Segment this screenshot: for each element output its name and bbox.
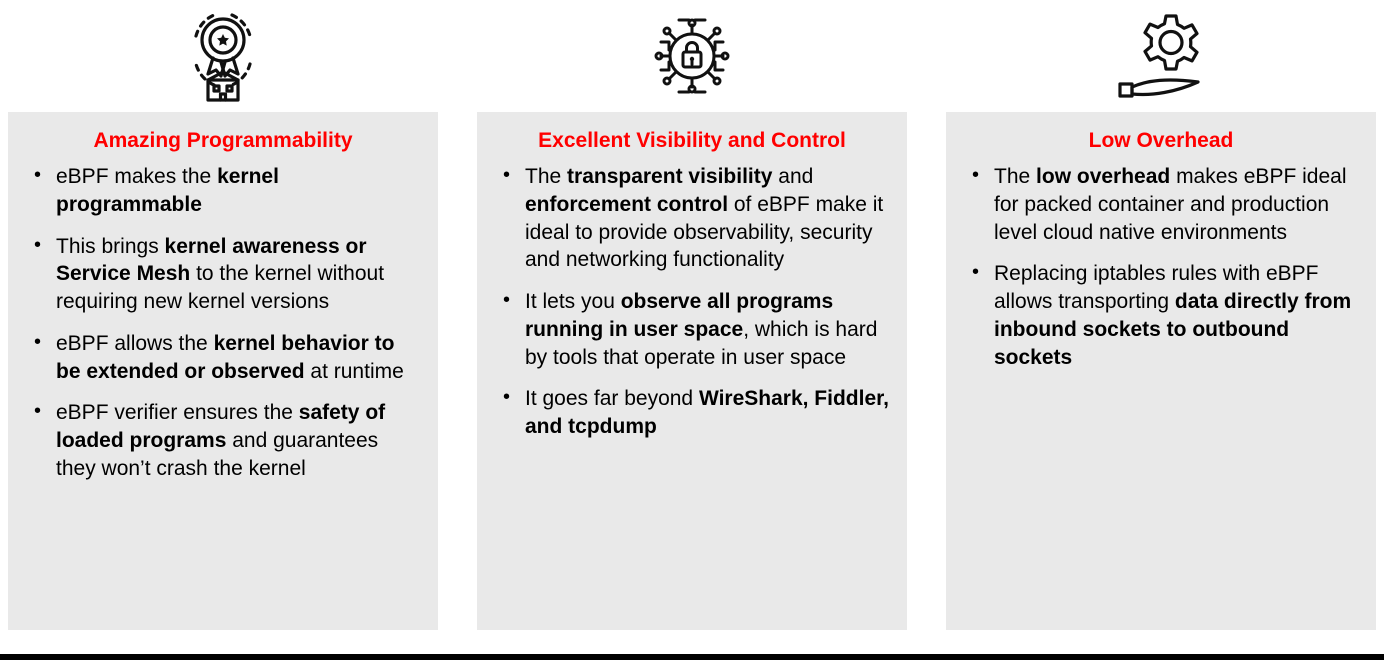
bullet-text-emphasis: kernel awareness or Service Mesh bbox=[56, 234, 367, 286]
bottom-rule bbox=[0, 654, 1384, 660]
bullet-item bbox=[495, 288, 889, 371]
bullet-text: and guarantees they won’t crash the kernel bbox=[56, 428, 379, 480]
bullet-text: eBPF verifier ensures the bbox=[56, 401, 299, 425]
column-amazing-programmability bbox=[8, 0, 438, 630]
card-title: Low Overhead bbox=[1088, 129, 1234, 152]
bullet-text: , which is hard by tools that operate in user space bbox=[525, 317, 878, 369]
card-excellent-visibility-and-control bbox=[477, 112, 907, 630]
bullet-text: It lets you bbox=[525, 290, 621, 314]
bullet-item bbox=[26, 399, 420, 482]
circuit-lock-icon bbox=[477, 0, 907, 112]
bullet-item bbox=[26, 233, 420, 316]
bullet-text: This brings bbox=[56, 234, 165, 258]
bullet-item bbox=[964, 163, 1358, 246]
card-low-overhead bbox=[946, 112, 1376, 630]
bullet-item bbox=[495, 385, 889, 440]
bullet-text: of eBPF make it ideal to provide observability, security and networking functionality bbox=[525, 192, 884, 272]
bullet-item bbox=[495, 163, 889, 274]
bullet-text: makes eBPF ideal for packed container and production level cloud native environments bbox=[994, 165, 1347, 244]
bullet-text-emphasis: enforcement control bbox=[525, 192, 729, 216]
card-amazing-programmability bbox=[8, 112, 438, 630]
bullet-item bbox=[26, 163, 420, 218]
gear-feather-icon bbox=[946, 0, 1376, 112]
bullet-text: Replacing iptables rules with eBPF allows transporting bbox=[994, 262, 1319, 314]
bullet-text-emphasis: WireShark, Fiddler, and tcpdump bbox=[525, 387, 889, 438]
bullet-text-emphasis: data directly from inbound sockets to outbound sockets bbox=[994, 290, 1352, 369]
bullet-text: eBPF allows the bbox=[56, 331, 214, 355]
column-excellent-visibility-and-control bbox=[477, 0, 907, 630]
bullet-item bbox=[964, 260, 1358, 371]
bullet-text-emphasis: kernel programmable bbox=[56, 165, 279, 216]
bullet-text: eBPF makes the bbox=[56, 165, 218, 189]
bullet-text-emphasis: observe all programs running in user space bbox=[525, 290, 834, 341]
bullet-text-emphasis: safety of loaded programs bbox=[56, 401, 386, 452]
bullet-text: It goes far beyond bbox=[525, 387, 699, 411]
bullet-text: The bbox=[994, 165, 1037, 189]
bullet-list bbox=[964, 163, 1358, 371]
bullet-text: at runtime bbox=[304, 359, 404, 383]
column-low-overhead bbox=[946, 0, 1376, 630]
bullet-item bbox=[26, 330, 420, 385]
card-title: Amazing Programmability bbox=[93, 129, 353, 152]
bullet-text-emphasis: transparent visibility bbox=[567, 165, 773, 189]
bullet-text-emphasis: low overhead bbox=[1036, 165, 1171, 189]
bullet-text-emphasis: kernel behavior to be extended or observed bbox=[56, 331, 395, 383]
bullet-text: and bbox=[772, 165, 814, 189]
card-title: Excellent Visibility and Control bbox=[538, 129, 846, 152]
bullet-list bbox=[26, 163, 420, 482]
bullet-list bbox=[495, 163, 889, 440]
bullet-text: to the kernel without requiring new kernel versions bbox=[56, 262, 385, 314]
bullet-text: The bbox=[525, 165, 568, 189]
award-building-icon bbox=[8, 0, 438, 112]
